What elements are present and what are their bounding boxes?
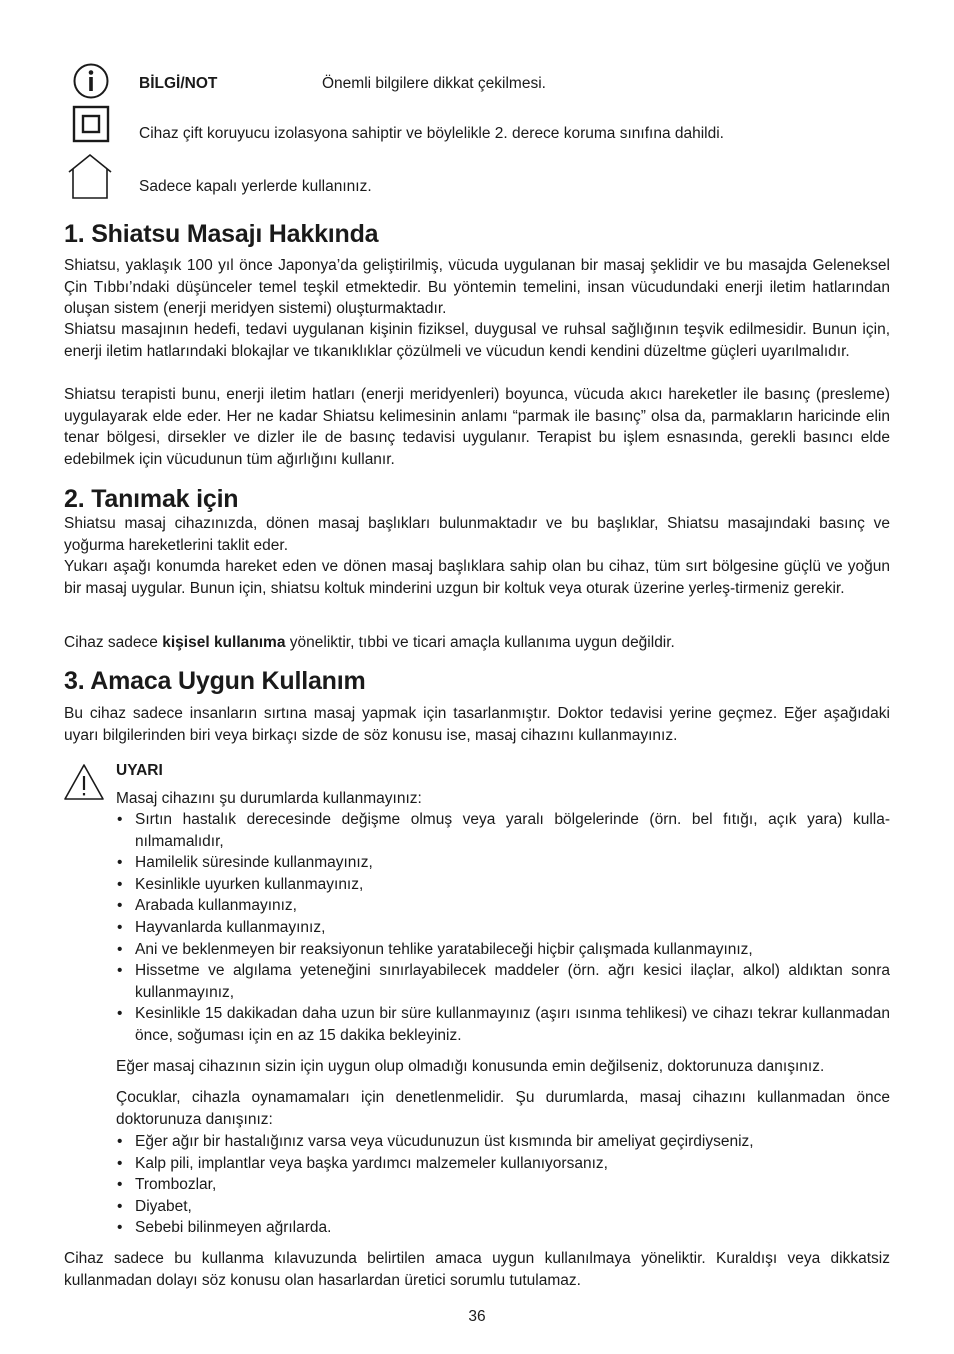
list-item: • Kesinlikle uyurken kullanmayınız, — [116, 874, 890, 896]
warning-bullet-list — [116, 809, 890, 1047]
consult-bullet-list — [116, 1131, 890, 1239]
section1-paragraph-2: Shiatsu masajının hedefi, tedavi uygulanan kişinin fiziksel, duygusal ve ruhsal sağlığının teşvik edilmesidir. Bunun için, enerji iletim hatlarındaki blokajlar ve tıkanıklıklar çözülmeli ve vücudun kendi kendini düzeltme güçleri uyarılmalıdır. — [64, 321, 890, 360]
info-icon — [72, 62, 110, 100]
list-item: • Sebebi bilinmeyen ağrılarda. — [116, 1217, 890, 1239]
indoor-text: Sadece kapalı yerlerde kullanınız. — [139, 178, 372, 195]
info-text: Önemli bilgilere dikkat çekilmesi. — [322, 75, 546, 92]
section2-paragraph-1: Shiatsu masaj cihazınızda, dönen masaj başlıkları bulunmaktadır ve bu başlıklar, Shiatsu masajındaki basınç ve yoğurma hareketlerini taklit eder. — [64, 515, 890, 554]
warning-triangle-icon — [63, 762, 105, 802]
personal-use-suffix: yöneliktir, tıbbi ve ticari amaçla kullanıma uygun değildir. — [285, 634, 675, 651]
list-item: • Hissetme ve algılama yeteneğini sınırlayabilecek maddeler (örn. ağrı kesici ilaçlar, alkol) aldıktan sonra kullanmayınız, — [116, 960, 890, 1003]
page-number: 36 — [468, 1308, 486, 1325]
warning-title: UYARI — [116, 762, 163, 779]
info-label: BİLGİ/NOT — [139, 75, 218, 92]
list-item: • Trombozlar, — [116, 1174, 890, 1196]
warning-intro: Masaj cihazını şu durumlarda kullanmayınız: — [116, 790, 422, 807]
list-item: • Ani ve beklenmeyen bir reaksiyonun tehlike yaratabileceği hiçbir çalışmada kullanmayınız, — [116, 939, 890, 961]
list-item: • Hayvanlarda kullanmayınız, — [116, 917, 890, 939]
section1-heading: 1. Shiatsu Masajı Hakkında — [64, 220, 379, 248]
list-item: • Diyabet, — [116, 1196, 890, 1218]
section1-paragraph-3: Shiatsu terapisti bunu, enerji iletim hatları (enerji meridyenleri) boyunca, vücuda akıcı hareketler ile basınç (presleme) uygulayarak elde eder. Her ne kadar Shiatsu kelimesinin anlamı “parmak ile basınç” olsa da, parmakların haricinde elin tenar bölgesi, dirsekler ve dizler ile de basınç tedavisi uygulanır. Terapist bu işlem esnasında, gerekli basıncı elde edebilmek için vücudunun tüm ağırlığını kullanır. — [64, 386, 890, 468]
list-item: • Kalp pili, implantlar veya başka yardımcı malzemeler kullanıyorsanız, — [116, 1153, 890, 1175]
section1-paragraph-1: Shiatsu, yaklaşık 100 yıl önce Japonya’da geliştirilmiş, vücuda uygulanan bir masaj şeklidir ve bu masajda Geleneksel Çin Tıbbı’ndaki düşünceler temel teşkil etmektedir. Bu yöntemin temelini, insan vücudundaki enerji iletim hatlarından oluşan sistem (enerji meridyen sistemi) oluşturmaktadır. — [64, 257, 890, 318]
section3-heading: 3. Amaca Uygun Kullanım — [64, 667, 366, 695]
section2-paragraph-3 — [64, 632, 890, 654]
closing-paragraph: Cihaz sadece bu kullanma kılavuzunda belirtilen amaca uygun kullanılmaya yöneliktir. Kuraldışı veya dikkatsiz kullanmadan dolayı söz konusu olan hasarlardan üretici sorumlu tutulamaz. — [64, 1250, 890, 1289]
indoor-house-icon — [66, 152, 114, 200]
list-item: • Eğer ağır bir hastalığınız varsa veya vücudunuzun üst kısmında bir ameliyat geçirdiyseniz, — [116, 1131, 890, 1153]
double-insulation-icon — [72, 105, 110, 143]
list-item: • Hamilelik süresinde kullanmayınız, — [116, 852, 890, 874]
section2-heading: 2. Tanımak için — [64, 485, 239, 513]
doubt-paragraph: Eğer masaj cihazının sizin için uygun olup olmadığı konusunda emin değilseniz, doktorunuza danışınız. — [116, 1058, 825, 1075]
list-item: • Arabada kullanmayınız, — [116, 895, 890, 917]
personal-use-bold: kişisel kullanıma — [162, 634, 286, 651]
insulation-text: Cihaz çift koruyucu izolasyona sahiptir ve böylelikle 2. derece koruma sınıfına dahildi. — [139, 125, 724, 142]
children-paragraph: Çocuklar, cihazla oynamamaları için denetlenmelidir. Şu durumlarda, masaj cihazını kullanmadan önce doktorunuza danışınız: — [116, 1089, 890, 1128]
list-item: • Kesinlikle 15 dakikadan daha uzun bir süre kullanmayınız (aşırı ısınma tehlikesi) ve cihazı tekrar kullanmadan önce, soğuması için en az 15 dakika bekleyiniz. — [116, 1003, 890, 1046]
section2-paragraph-2: Yukarı aşağı konumda hareket eden ve dönen masaj başlıklara sahip olan bu cihaz, tüm sırt bölgesine güçlü ve yoğun bir masaj uygular. Bunun için, shiatsu koltuk minderini uzgun bir koltuk veya oturak üzerine yerleş-tirmeniz gerekir. — [64, 558, 890, 597]
section3-paragraph-1: Bu cihaz sadece insanların sırtına masaj yapmak için tasarlanmıştır. Doktor tedavisi yerine geçmez. Eğer aşağıdaki uyarı bilgilerinden biri veya birkaçı sizde de söz konusu ise, masaj cihazını kullanmayınız. — [64, 705, 890, 744]
personal-use-prefix: Cihaz sadece — [64, 634, 163, 651]
list-item: • Sırtın hastalık derecesinde değişme olmuş veya yaralı bölgelerinde (örn. bel fıtığı, açık yara) kulla-nılmamalıdır, — [116, 809, 890, 852]
